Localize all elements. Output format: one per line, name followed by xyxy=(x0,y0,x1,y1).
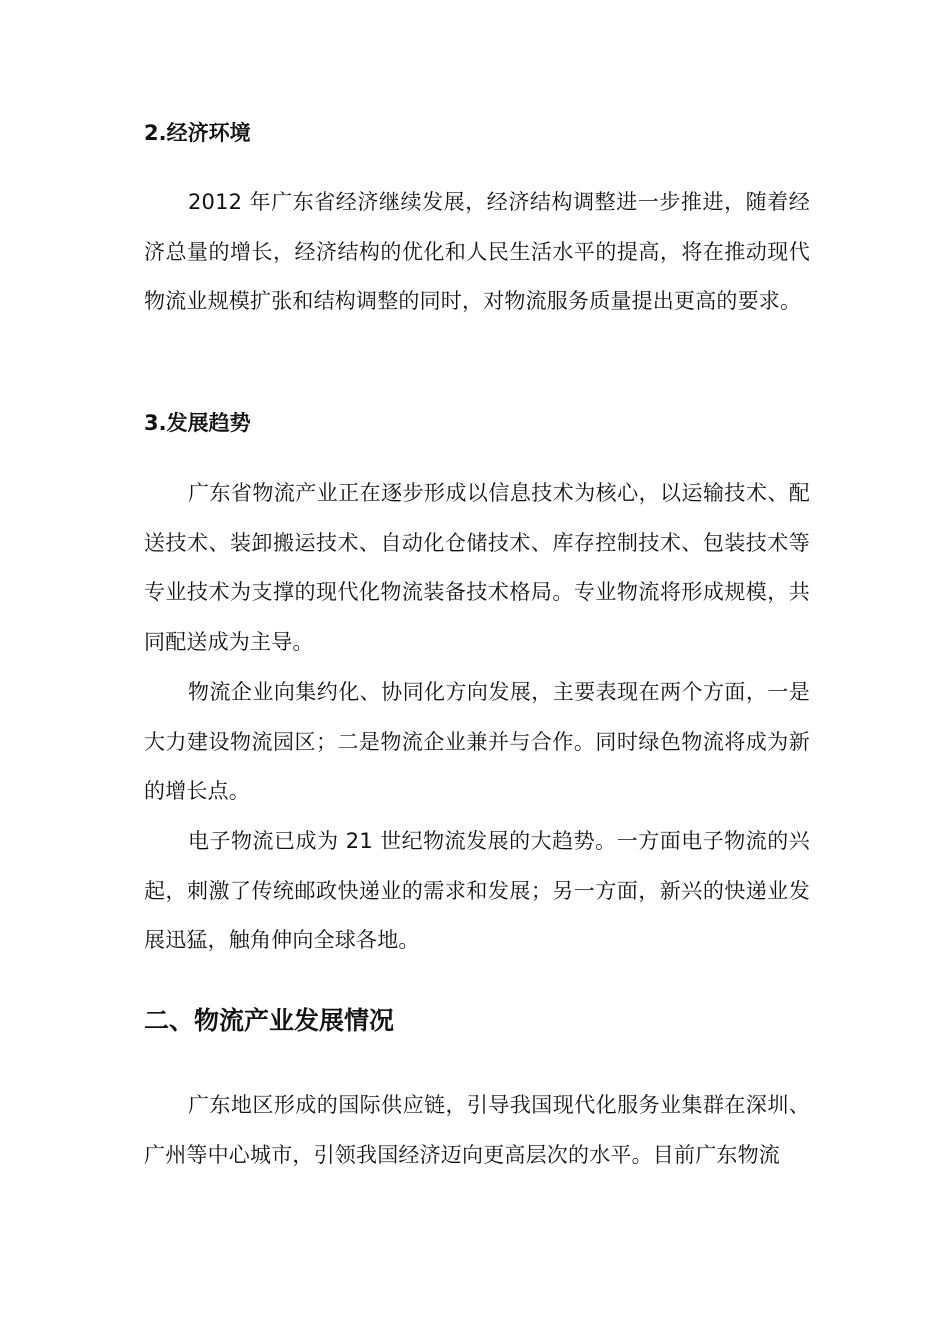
section-heading-trend: 3.发展趋势 xyxy=(144,411,251,435)
paragraph-trend-2: 物流企业向集约化、协同化方向发展，主要表现在两个方面，一是大力建设物流园区；二是物流企业兼并与合作。同时绿色物流将成为新的增长点。 xyxy=(144,680,810,803)
section-heading-economy: 2.经济环境 xyxy=(144,121,251,145)
paragraph-industry: 广东地区形成的国际供应链，引导我国现代化服务业集群在深圳、广州等中心城市，引领我国经济迈向更高层次的水平。目前广东物流 xyxy=(144,1093,810,1167)
paragraph-economy: 2012 年广东省经济继续发展，经济结构调整进一步推进，随着经济总量的增长，经济结构的优化和人民生活水平的提高，将在推动现代物流业规模扩张和结构调整的同时，对物流服务质量提出更高的要求。 xyxy=(144,190,810,313)
paragraph-trend-1: 广东省物流产业正在逐步形成以信息技术为核心，以运输技术、配送技术、装卸搬运技术、自动化仓储技术、库存控制技术、包装技术等专业技术为支撑的现代化物流装备技术格局。专业物流将形成规模，共同配送成为主导。 xyxy=(144,481,810,654)
section-heading-industry: 二、物流产业发展情况 xyxy=(144,1006,395,1035)
paragraph-trend-3: 电子物流已成为 21 世纪物流发展的大趋势。一方面电子物流的兴起，刺激了传统邮政快递业的需求和发展；另一方面，新兴的快递业发展迅猛，触角伸向全球各地。 xyxy=(144,829,810,952)
